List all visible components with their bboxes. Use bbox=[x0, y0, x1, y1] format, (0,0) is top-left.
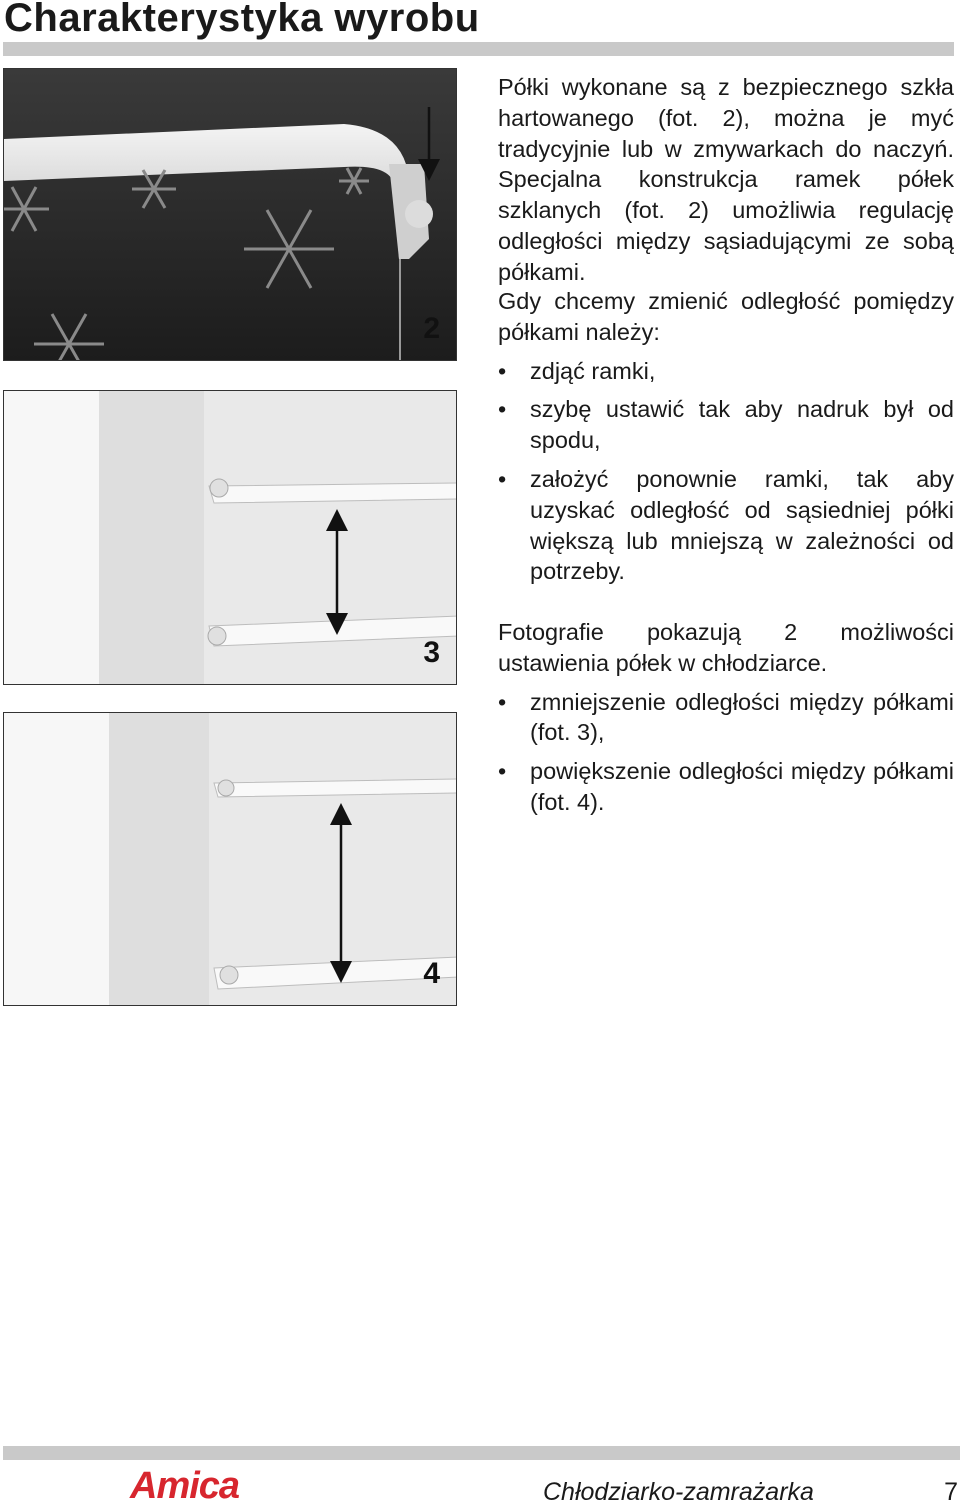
photo-explanation bbox=[498, 617, 954, 818]
photo-number: 4 bbox=[423, 957, 440, 990]
list-item: • zmniejszenie odległości między półkami (fot. 3), bbox=[498, 687, 954, 749]
page-number: 7 bbox=[944, 1478, 958, 1506]
footer-divider bbox=[3, 1446, 960, 1460]
paragraph: Półki wykonane są z bezpiecznego szkła hartowanego (fot. 2), można je myć tradycyjnie lub w zmywarkach do naczyń. Specjalna konstrukcja ramek półek szklanych (fot. 2) umożliwia regulację odległości między sąsiadującymi ze sobą półkami. bbox=[498, 74, 954, 285]
photo-shelf-frame bbox=[3, 68, 457, 361]
adjustment-instructions bbox=[498, 286, 954, 587]
photo-number: 2 bbox=[423, 312, 440, 345]
list-item: • zdjąć ramki, bbox=[498, 356, 954, 387]
header-divider bbox=[3, 42, 954, 56]
footer-title: Chłodziarko-zamrażarka bbox=[543, 1478, 814, 1506]
photo-shelves-reduced bbox=[3, 390, 457, 685]
options-list bbox=[498, 687, 954, 818]
paragraph: Fotografie pokazują 2 możliwości ustawienia półek w chłodziarce. bbox=[498, 619, 954, 676]
photo-shelves-enlarged bbox=[3, 712, 457, 1006]
paragraph: Gdy chcemy zmienić odległość pomiędzy półkami należy: bbox=[498, 288, 954, 345]
list-item: • powiększenie odległości między półkami (fot. 4). bbox=[498, 756, 954, 818]
list-item: • szybę ustawić tak aby nadruk był od spodu, bbox=[498, 394, 954, 456]
page-title: Charakterystyka wyrobu bbox=[4, 0, 480, 40]
photo-number: 3 bbox=[423, 636, 440, 669]
shelves-description bbox=[498, 72, 954, 288]
list-item: • założyć ponownie ramki, tak aby uzyskać odległość od sąsiedniej półki większą lub mniejszą w zależności od potrzeby. bbox=[498, 464, 954, 587]
steps-list bbox=[498, 356, 954, 588]
brand-logo: Amica bbox=[130, 1465, 240, 1507]
